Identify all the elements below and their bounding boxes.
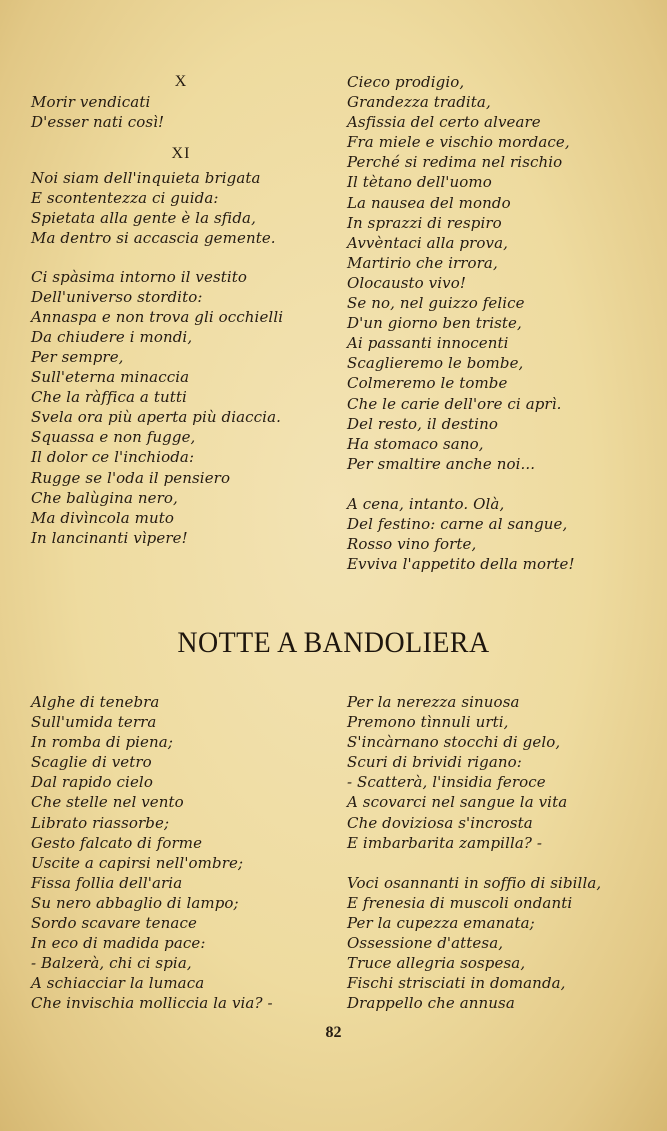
verse-line: E frenesia di muscoli ondanti	[347, 893, 573, 912]
verse-line: In sprazzi di respiro	[347, 213, 502, 232]
verse-line: In lancinanti vìpere!	[31, 528, 188, 547]
verse-line: Del festino: carne al sangue,	[347, 514, 568, 533]
verse-line: D'esser nati così!	[31, 113, 165, 132]
verse-line: Grandezza tradita,	[347, 93, 491, 112]
verse-line: Squassa e non fugge,	[31, 428, 196, 447]
page-number: 82	[325, 1024, 342, 1041]
verse-line: Che stelle nel vento	[31, 793, 184, 812]
verse-line: Sull'umida terra	[31, 713, 157, 732]
right-column-top	[347, 72, 647, 574]
verse-line: Alghe di tenebra	[31, 693, 160, 711]
verse-line: Per la nerezza sinuosa	[347, 693, 520, 711]
verse-line: Truce allegria sospesa,	[347, 954, 526, 973]
verse-line: Martirio che irrora,	[347, 253, 498, 272]
verse-line: Spietata alla gente è la sfida,	[31, 209, 256, 228]
verse-line: Ha stomaco sano,	[347, 434, 484, 453]
verse-line: Da chiudere i mondi,	[31, 327, 193, 346]
verse-line: Premono tìnnuli urti,	[347, 713, 509, 732]
verse-line: Sull'eterna minaccia	[31, 368, 190, 387]
verse-line: Rosso vino forte,	[347, 535, 477, 554]
verse-line: Scaglie di vetro	[31, 753, 152, 772]
verse-line: Asfissia del certo alveare	[347, 113, 541, 132]
verse-line: In eco di madida pace:	[31, 934, 206, 953]
verse-line: Che invischia molliccia la via? -	[31, 994, 273, 1013]
verse-line: Scuri di brividi rigano:	[347, 753, 522, 772]
verse-line: Che la ràffica a tutti	[31, 388, 187, 407]
verse-line: Uscite a capirsi nell'ombre;	[31, 853, 244, 872]
verse-line: D'un giorno ben triste,	[347, 314, 522, 333]
verse-line: Il dolor ce l'inchioda:	[31, 448, 195, 467]
verse-line: - Balzerà, chi ci spia,	[31, 954, 192, 973]
verse-line: Ma divìncola muto	[31, 508, 174, 527]
verse-line: Per sempre,	[31, 347, 124, 366]
verse-line: Che le carie dell'ore ci aprì.	[347, 394, 562, 413]
verse-line: In romba di piena;	[31, 733, 173, 752]
verse-line: Per la cupezza emanata;	[347, 913, 535, 932]
verse-line: A schiacciar la lumaca	[31, 974, 205, 993]
verse-line: Olocausto vivo!	[347, 273, 466, 292]
verse-line: Fissa follia dell'aria	[31, 873, 183, 892]
verse-line: Che balùgina nero,	[31, 488, 178, 507]
verse-line: Voci osannanti in soffio di sibilla,	[347, 873, 602, 892]
poem-title: NOTTE A BANDOLIERA	[177, 626, 490, 659]
section-xi-numeral: XI	[171, 145, 191, 163]
left-column-top	[31, 72, 331, 548]
verse-line: Ci spàsima intorno il vestito	[31, 267, 248, 286]
verse-line: Scaglieremo le bombe,	[347, 354, 524, 373]
verse-line: A scovarci nel sangue la vita	[347, 793, 568, 812]
section-x-numeral: X	[174, 73, 188, 90]
verse-line: S'incàrnano stocchi di gelo,	[347, 733, 561, 752]
verse-line: Del resto, il destino	[347, 414, 498, 433]
verse-line: Librato riassorbe;	[31, 813, 170, 832]
verse-line: La nausea del mondo	[347, 193, 511, 212]
verse-line: Ossessione d'attesa,	[347, 934, 504, 953]
verse-line: Dal rapido cielo	[31, 773, 153, 792]
verse-line: Ai passanti innocenti	[347, 334, 509, 353]
verse-line: E scontentezza ci guida:	[31, 189, 219, 208]
verse-line: Se no, nel guizzo felice	[347, 294, 525, 313]
verse-line: Il tètano dell'uomo	[347, 173, 492, 192]
verse-line: Rugge se l'oda il pensiero	[31, 468, 231, 487]
verse-line: Sordo scavare tenace	[31, 914, 197, 933]
left-column-bottom	[31, 692, 331, 1014]
verse-line: E imbarbarita zampilla? -	[347, 833, 543, 852]
verse-line: Su nero abbaglio di lampo;	[31, 893, 239, 912]
verse-line: Dell'universo stordito:	[31, 287, 203, 306]
right-column-bottom	[347, 692, 647, 1013]
verse-line: Fischi strisciati in domanda,	[347, 974, 566, 993]
verse-line: Svela ora più aperta più diaccia.	[31, 408, 281, 427]
verse-line: Colmeremo le tombe	[347, 374, 508, 393]
verse-line: Per smaltire anche noi...	[347, 454, 536, 473]
verse-line: Fra miele e vischio mordace,	[347, 133, 570, 152]
verse-line: Cieco prodigio,	[347, 73, 465, 91]
verse-line: Morir vendicati	[31, 93, 151, 111]
verse-line: Evviva l'appetito della morte!	[347, 555, 575, 574]
verse-line: - Scatterà, l'insidia feroce	[347, 773, 546, 792]
verse-line: Gesto falcato di forme	[31, 833, 203, 852]
verse-line: Che doviziosa s'incrosta	[347, 813, 533, 832]
verse-line: Ma dentro si accascia gemente.	[31, 229, 276, 248]
verse-line: Noi siam dell'inquieta brigata	[31, 169, 261, 188]
verse-line: Perché si redima nel rischio	[347, 153, 563, 172]
verse-line: Annaspa e non trova gli occhielli	[31, 307, 284, 326]
verse-line: Avvèntaci alla prova,	[347, 233, 508, 252]
verse-line: Drappello che annusa	[347, 994, 515, 1013]
verse-line: A cena, intanto. Olà,	[347, 494, 505, 513]
